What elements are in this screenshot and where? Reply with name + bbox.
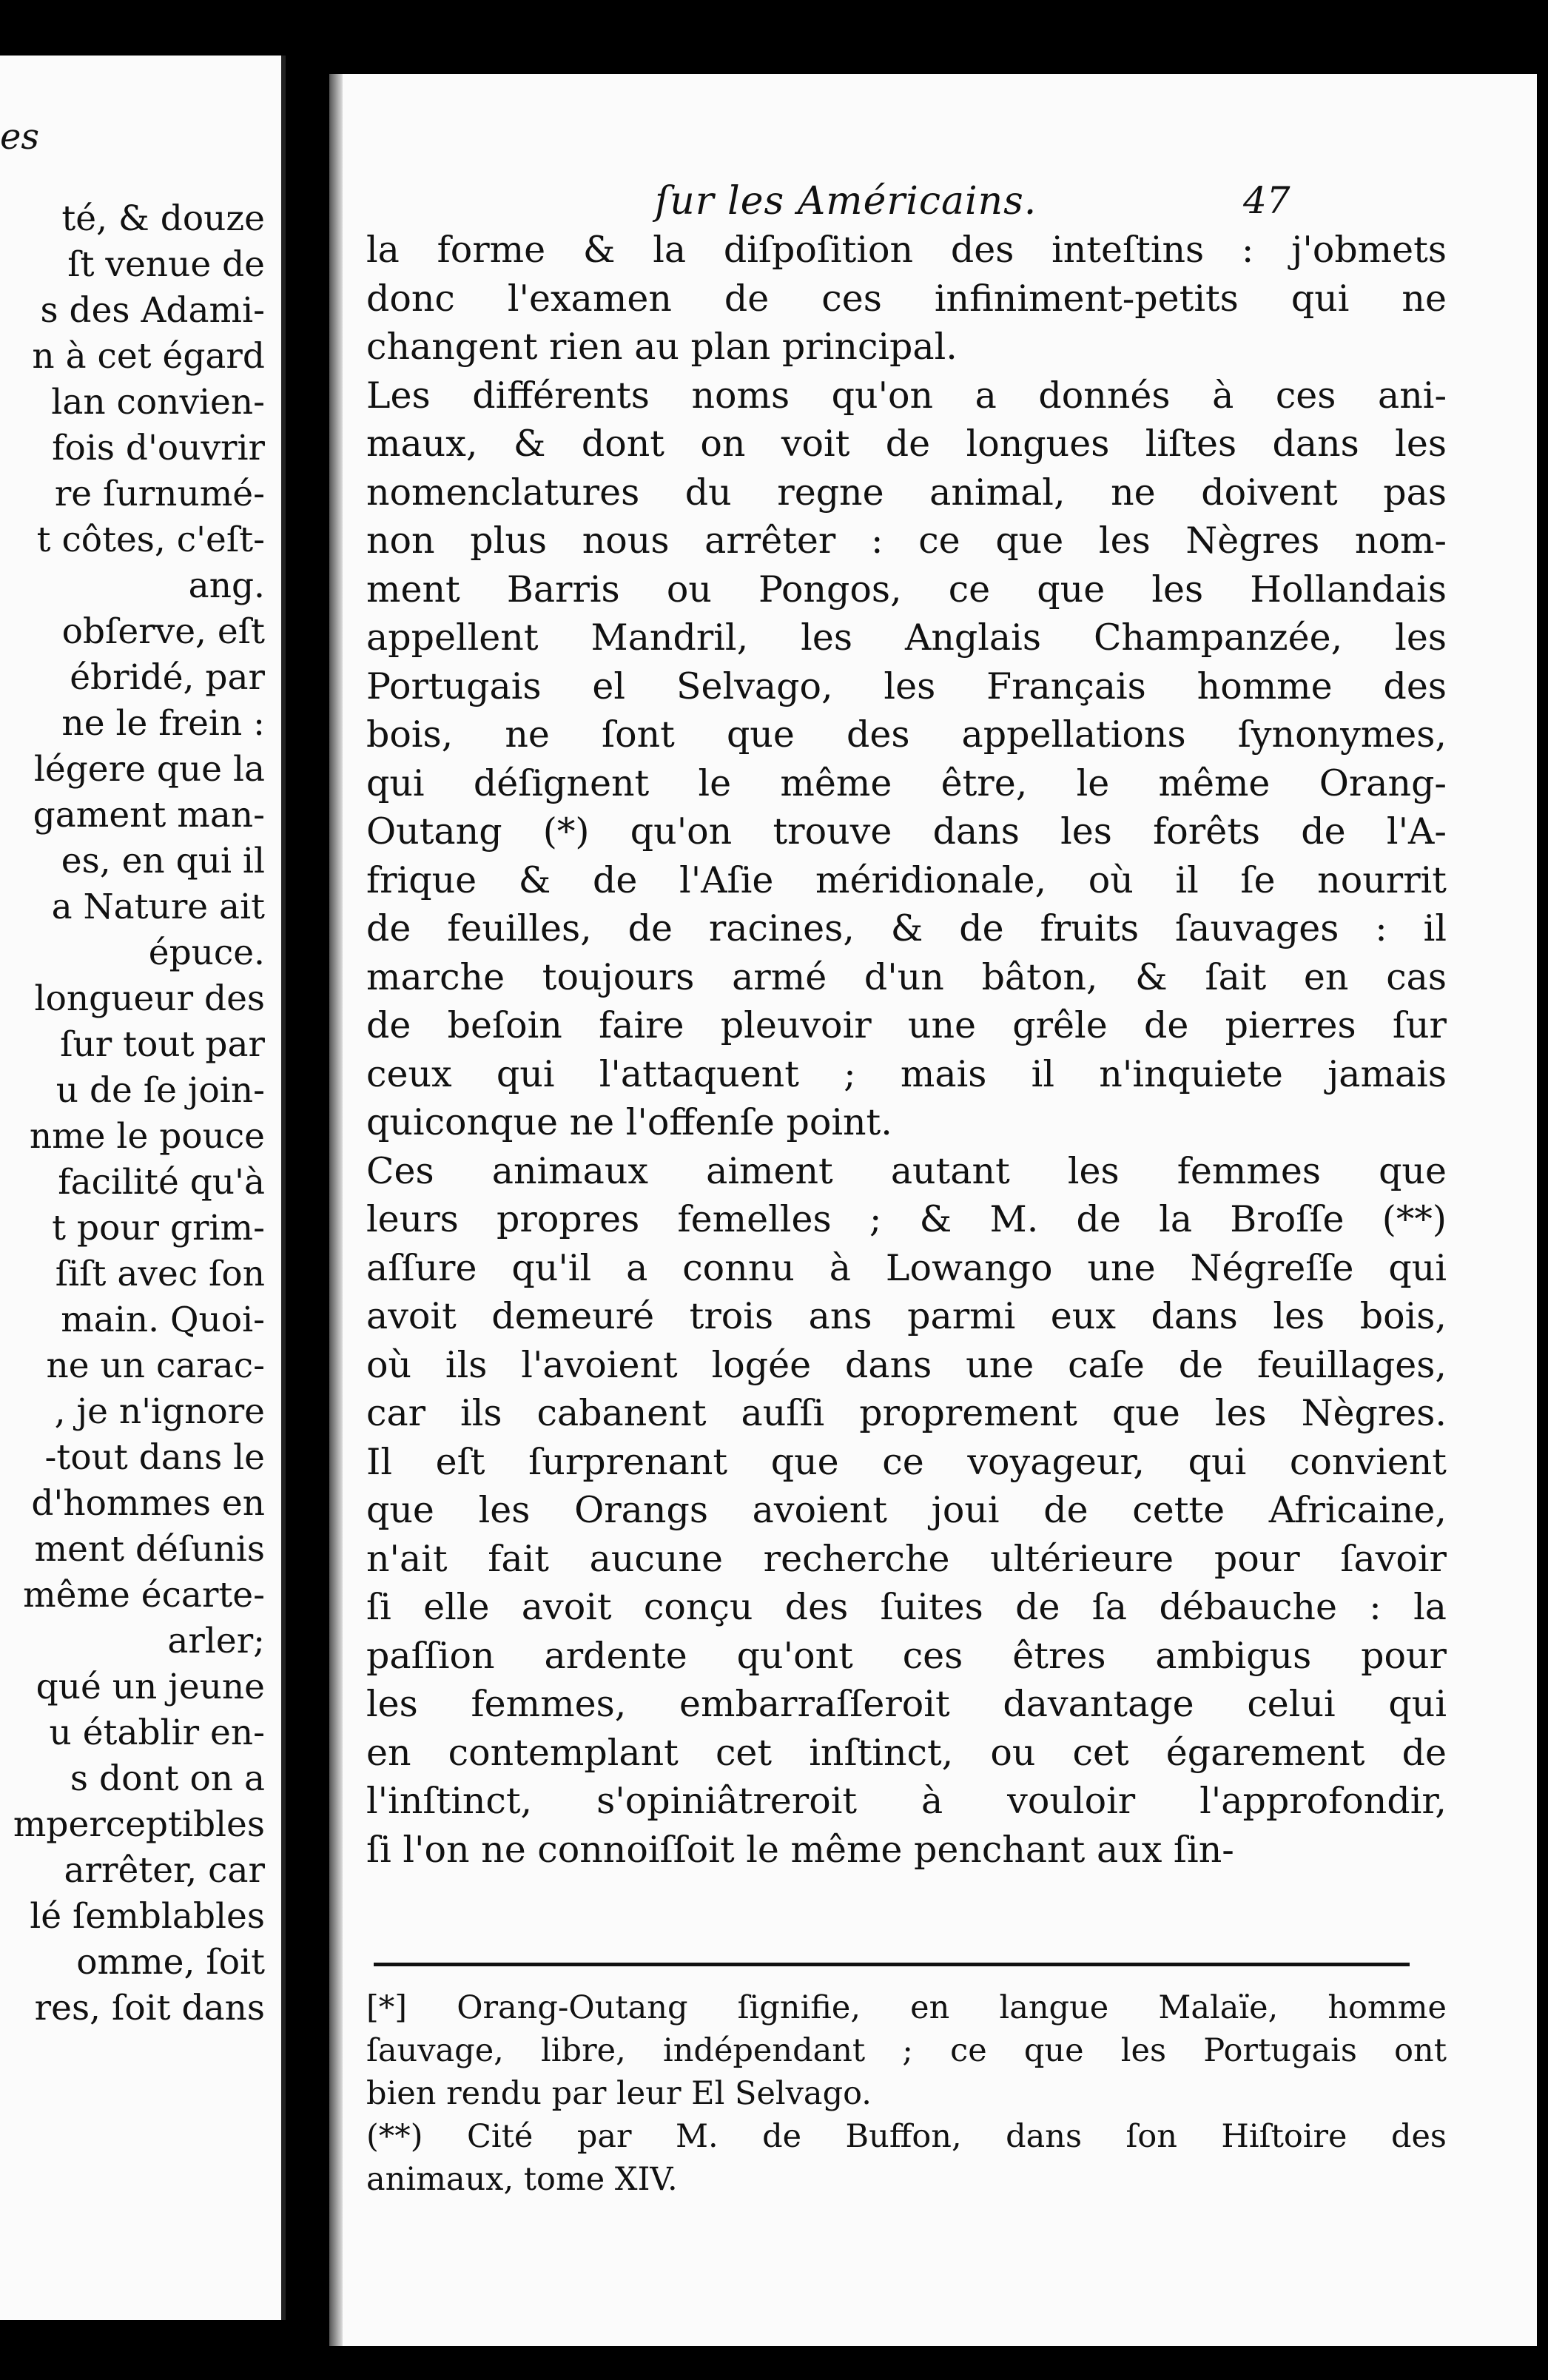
- facing-page-line: u établir en-: [49, 1712, 265, 1753]
- facing-page-line: qué un jeune: [36, 1667, 265, 1707]
- text-line: leurs propres femelles ; & M. de la Broſſe (**): [366, 1198, 1447, 1240]
- text-line: n'ait fait aucune recherche ultérieure pour ſavoir: [366, 1537, 1447, 1580]
- facing-page-line: t côtes, c'eſt-: [36, 520, 265, 560]
- facing-page-line: épuce.: [148, 932, 265, 973]
- text-line: Outang (*) qu'on trouve dans les forêts de l'A-: [366, 810, 1447, 853]
- facing-page-line: arler;: [167, 1621, 265, 1661]
- facing-page-line: t pour grim-: [52, 1208, 265, 1248]
- text-line: l'inſtinct, s'opiniâtreroit à vouloir l'approfondir,: [366, 1780, 1447, 1822]
- footnote-line: ſauvage, libre, indépendant ; ce que les Portugais ont: [366, 2032, 1447, 2069]
- facing-page-line: d'hommes en: [31, 1483, 265, 1524]
- text-line: non plus nous arrêter : ce que les Nègres nom-: [366, 520, 1447, 562]
- text-line: Il eſt ſurprenant que ce voyageur, qui convient: [366, 1440, 1447, 1483]
- footnote-line: animaux, tome XIV.: [366, 2161, 678, 2198]
- text-line: frique & de l'Aſie méridionale, où il ſe nourrit: [366, 858, 1447, 901]
- facing-page-line: s dont on a: [70, 1758, 265, 1799]
- facing-page-line: omme, ſoit: [76, 1942, 265, 1983]
- facing-page-line: main. Quoi-: [61, 1300, 265, 1340]
- running-title: ſur les Américains.: [655, 179, 1037, 223]
- facing-page-line: -tout dans le: [44, 1437, 265, 1478]
- facing-page-line: , je n'ignore: [54, 1391, 265, 1432]
- facing-page-line: lan convien-: [51, 382, 265, 423]
- facing-page-line: ment déſunis: [34, 1529, 265, 1570]
- text-line: la forme & la diſpoſition des inteſtins : j'obmets: [366, 229, 1447, 271]
- facing-page-line: a Nature ait: [51, 887, 265, 927]
- text-line: avoit demeuré trois ans parmi eux dans les bois,: [366, 1295, 1447, 1337]
- facing-page-line: ne le frein :: [61, 703, 265, 744]
- text-line: quiconque ne l'offenſe point.: [366, 1101, 892, 1143]
- facing-page-line: s des Adami-: [40, 290, 265, 331]
- facing-page-line: légere que la: [33, 749, 265, 790]
- footnote-line: [*] Orang-Outang ſignifie, en langue Malaïe, homme: [366, 1989, 1447, 2026]
- footnote-line: bien rendu par leur El Selvago.: [366, 2075, 872, 2112]
- footnote-line: (**) Cité par M. de Buffon, dans ſon Hiſtoire des: [366, 2118, 1447, 2155]
- facing-page-line: ſt venue de: [67, 244, 265, 285]
- facing-page: [0, 56, 286, 2320]
- facing-page-line: obſerve, eſt: [61, 611, 265, 652]
- facing-page-line: fois d'ouvrir: [52, 428, 265, 468]
- text-line: de beſoin faire pleuvoir une grêle de pierres ſur: [366, 1004, 1447, 1046]
- text-line: bois, ne ſont que des appellations ſynonymes,: [366, 713, 1447, 756]
- facing-page-line: facilité qu'à: [58, 1162, 265, 1203]
- page-gutter: [329, 74, 343, 2346]
- facing-page-line: nme le pouce: [29, 1116, 265, 1157]
- text-line: que les Orangs avoient joui de cette Africaine,: [366, 1489, 1447, 1531]
- facing-page-line: ſiſt avec ſon: [55, 1254, 265, 1294]
- text-line: où ils l'avoient logée dans une caſe de feuillages,: [366, 1343, 1447, 1386]
- book-page: [329, 74, 1537, 2346]
- text-line: Portugais el Selvago, les Français homme des: [366, 665, 1447, 707]
- text-line: ceux qui l'attaquent ; mais il n'inquiete jamais: [366, 1052, 1447, 1095]
- text-line: Ces animaux aiment autant les femmes que: [366, 1149, 1447, 1192]
- text-line: appellent Mandril, les Anglais Champanzée, les: [366, 616, 1447, 659]
- text-line: maux, & dont on voit de longues liſtes dans les: [366, 423, 1447, 465]
- text-line: les femmes, embarraſſeroit davantage celui qui: [366, 1683, 1447, 1725]
- text-line: de feuilles, de racines, & de fruits ſauvages : il: [366, 907, 1447, 949]
- facing-page-line: gament man-: [33, 795, 265, 836]
- facing-page-line: n à cet égard: [32, 336, 265, 377]
- facing-page-line: ang.: [188, 565, 265, 606]
- text-line: ment Barris ou Pongos, ce que les Hollandais: [366, 568, 1447, 611]
- facing-page-line: longueur des: [34, 978, 265, 1019]
- footnote-rule: [374, 1963, 1410, 1966]
- facing-page-line: res, ſoit dans: [34, 1988, 265, 2028]
- text-line: en contemplant cet inſtinct, ou cet égarement de: [366, 1731, 1447, 1774]
- page-number: 47: [1243, 179, 1290, 222]
- facing-page-running-head: es: [0, 116, 40, 158]
- text-line: ſi l'on ne connoiſſoit le même penchant aux ſin-: [366, 1828, 1234, 1871]
- text-line: nomenclatures du regne animal, ne doivent pas: [366, 471, 1447, 514]
- text-line: paſſion ardente qu'ont ces êtres ambigus pour: [366, 1634, 1447, 1677]
- text-line: Les différents noms qu'on a donnés à ces ani-: [366, 374, 1447, 417]
- text-line: car ils cabanent auſſi proprement que les Nègres.: [366, 1392, 1447, 1434]
- facing-page-line: ébridé, par: [70, 657, 265, 698]
- text-line: aſſure qu'il a connu à Lowango une Négreſſe qui: [366, 1246, 1447, 1289]
- facing-page-line: ne un carac-: [46, 1345, 265, 1386]
- text-line: marche toujours armé d'un bâton, & ſait en cas: [366, 955, 1447, 998]
- facing-page-line: u de ſe join-: [55, 1070, 265, 1111]
- facing-page-line: lé ſemblables: [30, 1896, 265, 1937]
- facing-page-line: ſur tout par: [60, 1024, 265, 1065]
- text-line: donc l'examen de ces infiniment-petits qui ne: [366, 277, 1447, 320]
- facing-page-line: es, en qui il: [61, 841, 265, 881]
- facing-page-line: re ſurnumé-: [54, 474, 265, 514]
- facing-page-line: té, & douze: [61, 198, 265, 239]
- facing-page-line: arrêter, car: [64, 1850, 265, 1891]
- facing-page-line: mperceptibles: [13, 1804, 265, 1845]
- text-line: ſi elle avoit conçu des ſuites de ſa débauche : la: [366, 1586, 1447, 1628]
- facing-page-line: même écarte-: [23, 1575, 265, 1616]
- running-head: [329, 179, 1537, 231]
- text-line: qui déſignent le même être, le même Orang-: [366, 762, 1447, 804]
- text-line: changent rien au plan principal.: [366, 326, 958, 368]
